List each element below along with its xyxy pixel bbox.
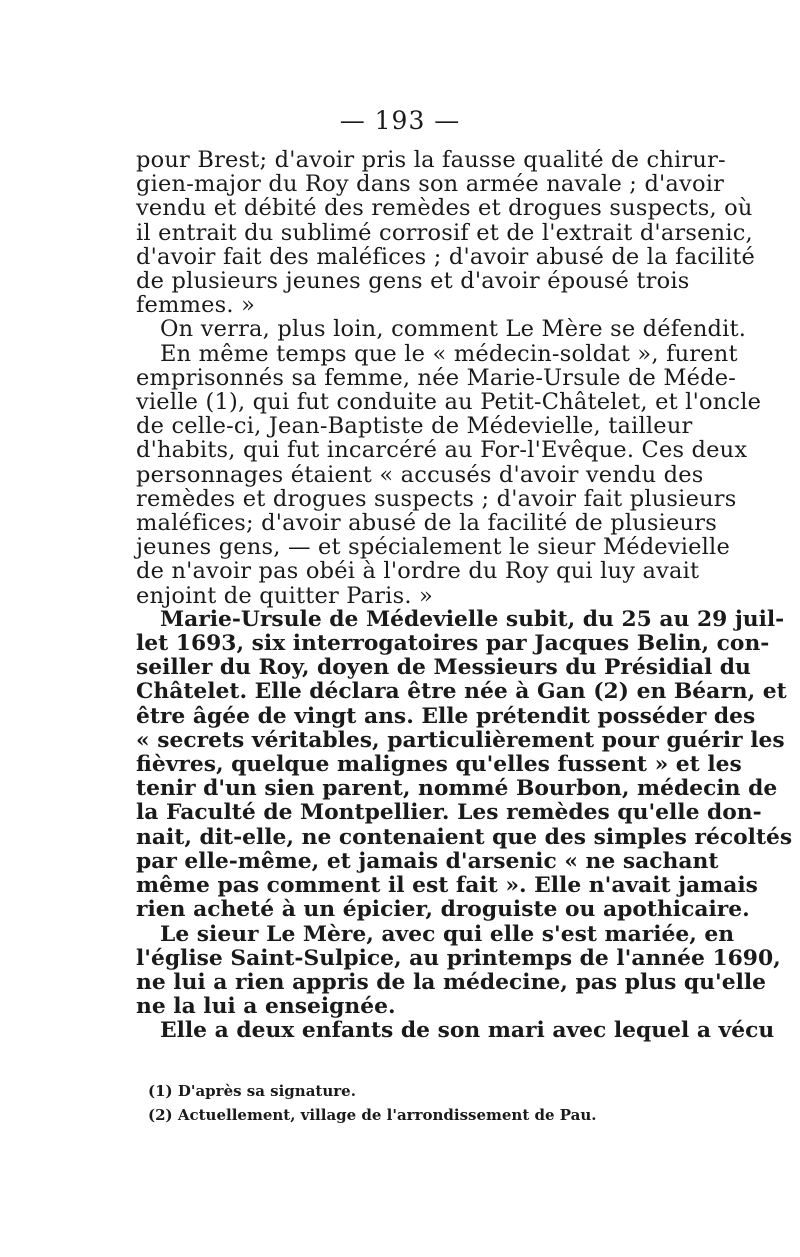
- text-line: gien-major du Roy dans son armée navale ; d'avoir: [136, 171, 725, 198]
- bold-text-section: [136, 606, 793, 1044]
- footnote-2: (2) Actuellement, village de l'arrondissement de Pau.: [148, 1106, 597, 1124]
- text-line: même pas comment il est fait ». Elle n'avait jamais: [136, 873, 758, 899]
- bold-paragraph-2: [136, 921, 781, 1020]
- text-line: être âgée de vingt ans. Elle prétendit posséder des: [136, 703, 756, 729]
- text-line: remèdes et drogues suspects ; d'avoir fait plusieurs: [136, 485, 737, 512]
- bold-paragraph-1: [136, 606, 793, 923]
- text-line: il entrait du sublimé corrosif et de l'extrait d'arsenic,: [136, 219, 753, 246]
- text-line: let 1693, six interrogatoires par Jacques Belin, con-: [136, 631, 770, 657]
- text-line: d'habits, qui fut incarcéré au For-l'Evêque. Ces deux: [136, 437, 748, 464]
- text-line: pour Brest; d'avoir pris la fausse qualité de chirur-: [136, 147, 726, 173]
- text-line: de n'avoir pas obéi à l'ordre du Roy qui luy avait: [136, 558, 700, 585]
- text-line: ne la lui a enseignée.: [136, 994, 396, 1020]
- text-line: emprisonnés sa femme, née Marie-Ursule de Méde-: [136, 364, 737, 391]
- text-line: personnages étaient « accusés d'avoir vendu des: [136, 461, 704, 488]
- page-number: — 193 —: [339, 106, 461, 135]
- text-line: jeunes gens, — et spécialement le sieur Médevielle: [136, 534, 730, 561]
- text-line: d'avoir fait des maléfices ; d'avoir abusé de la facilité: [136, 243, 756, 270]
- body-text: [136, 147, 793, 1044]
- text-line: l'église Saint-Sulpice, au printemps de l'année 1690,: [136, 945, 781, 971]
- text-line: « secrets véritables, particulièrement pour guérir les: [136, 727, 785, 753]
- text-line: seiller du Roy, doyen de Messieurs du Présidial du: [136, 655, 751, 681]
- text-line: nait, dit-elle, ne contenaient que des simples récoltés: [136, 824, 793, 850]
- text-line: Le sieur Le Mère, avec qui elle s'est mariée, en: [160, 921, 735, 947]
- text-line: de plusieurs jeunes gens et d'avoir épousé trois: [136, 268, 690, 295]
- text-line: vielle (1), qui fut conduite au Petit-Châtelet, et l'oncle: [136, 389, 762, 416]
- regular-paragraph-2: [136, 316, 747, 343]
- text-line: On verra, plus loin, comment Le Mère se défendit.: [160, 316, 747, 343]
- text-line: femmes. »: [136, 292, 256, 319]
- footnote-1: (1) D'après sa signature.: [148, 1082, 356, 1100]
- text-line: vendu et débité des remèdes et drogues suspects, où: [136, 195, 753, 222]
- regular-paragraph-1: [136, 147, 756, 319]
- text-line: la Faculté de Montpellier. Les remèdes qu'elle don-: [136, 800, 762, 826]
- bold-paragraph-3: [136, 1018, 775, 1044]
- text-line: ne lui a rien appris de la médecine, pas plus qu'elle: [136, 969, 766, 995]
- text-line: par elle-même, et jamais d'arsenic « ne sachant: [136, 848, 719, 874]
- footnotes: [148, 1079, 668, 1127]
- text-line: rien acheté à un épicier, droguiste ou apothicaire.: [136, 897, 750, 923]
- text-line: maléfices; d'avoir abusé de la facilité de plusieurs: [136, 510, 717, 537]
- text-line: Elle a deux enfants de son mari avec lequel a vécu: [160, 1018, 775, 1044]
- text-line: En même temps que le « médecin-soldat », furent: [160, 340, 738, 367]
- text-line: fièvres, quelque malignes qu'elles fussent » et les: [136, 752, 742, 778]
- regular-text-section: [136, 147, 762, 609]
- text-line: de celle-ci, Jean-Baptiste de Médevielle, tailleur: [136, 413, 693, 440]
- text-line: Châtelet. Elle déclara être née à Gan (2) en Béarn, et: [136, 679, 787, 705]
- regular-paragraph-3: [136, 340, 762, 609]
- text-line: Marie-Ursule de Médevielle subit, du 25 au 29 juil-: [160, 606, 785, 632]
- text-line: enjoint de quitter Paris. »: [136, 582, 433, 609]
- text-line: tenir d'un sien parent, nommé Bourbon, médecin de: [136, 776, 778, 802]
